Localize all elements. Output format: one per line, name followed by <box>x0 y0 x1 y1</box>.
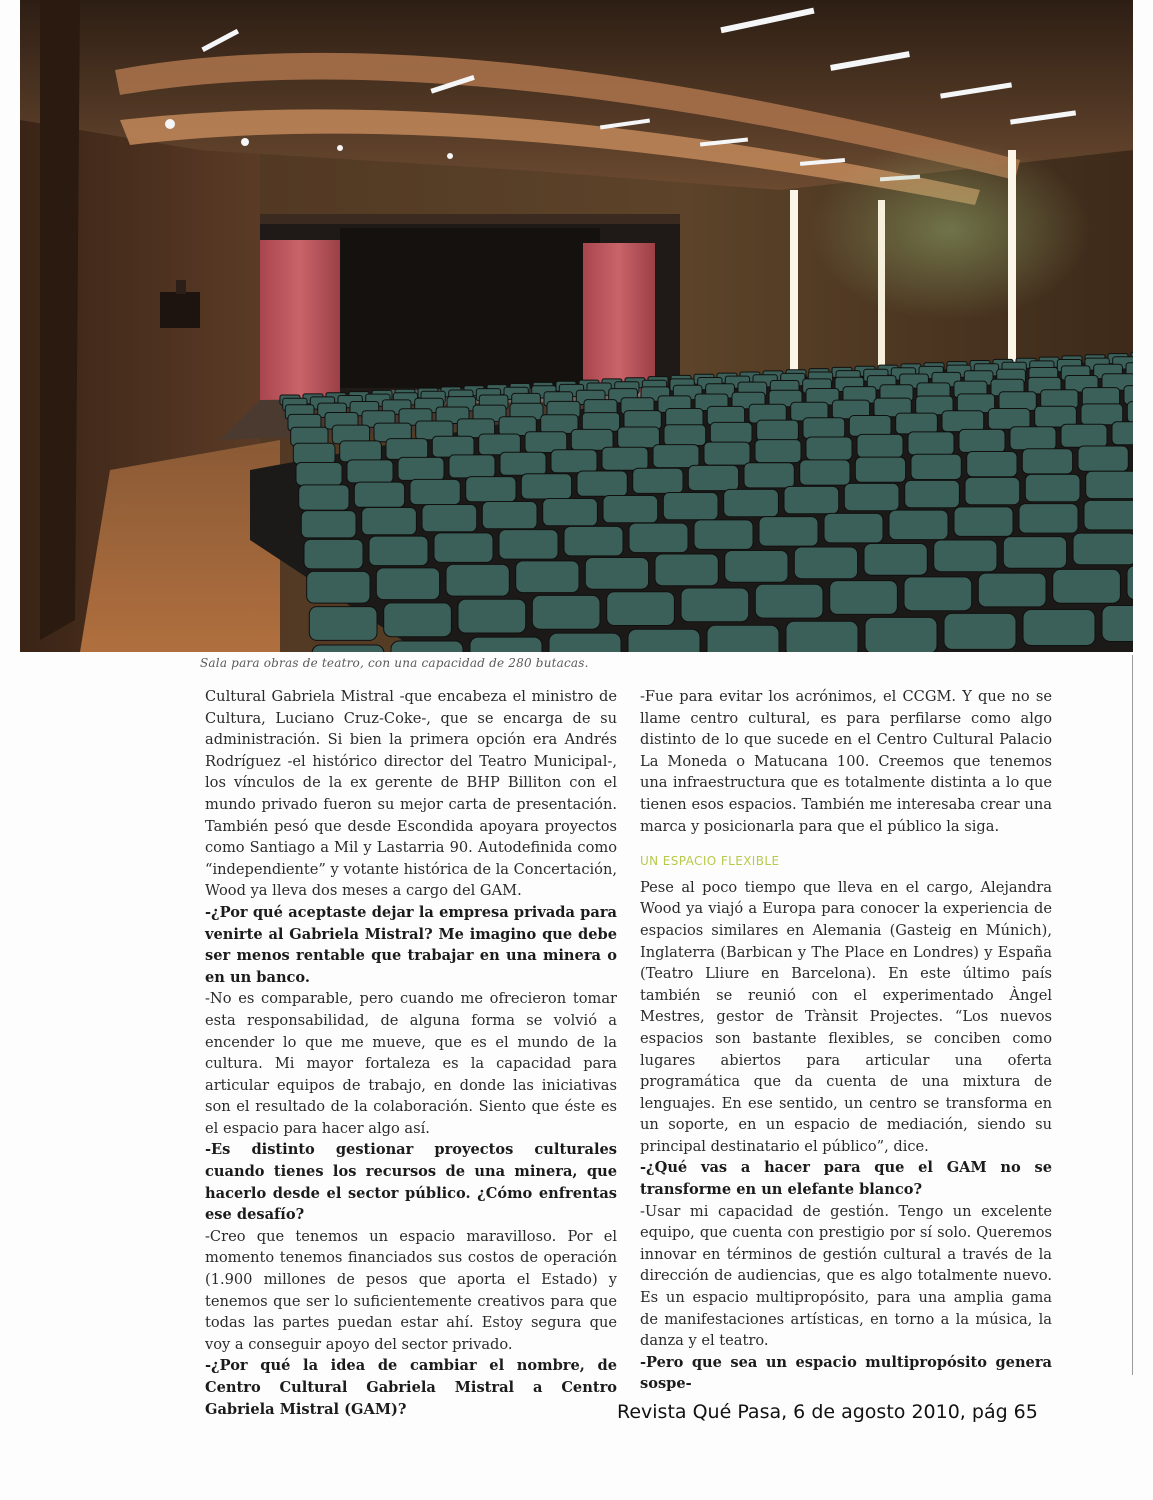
paragraph: Cultural Gabriela Mistral -que encabeza el ministro de Cultura, Luciano Cruz-Coke-, que se encarga de su administración. Si bien la primera opción era Andrés Rodríguez -el histórico director del Teatro Municipal-, los vínculos de la ex gerente de BHP Billiton con el mundo privado fueron su mejor carta de presentación. También pesó que desde Escondida apoyara proyectos como Santiago a Mil y Lastarria 90. Autodefinida como “independiente” y votante histórica de la Concertación, Wood ya lleva dos meses a cargo del GAM. <box>205 688 617 900</box>
interview-question: -Pero que sea un espacio multipropósito genera sospe- <box>640 1353 1052 1393</box>
interview-question: -¿Por qué aceptaste dejar la empresa privada para venirte al Gabriela Mistral? Me imagino que debe ser menos rentable que trabajar en una minera o en un banco. <box>205 903 617 986</box>
interview-answer: -Usar mi capacidad de gestión. Tengo un excelente equipo, que cuenta con prestigio por sí solo. Queremos innovar en términos de gestión cultural a través de la dirección de audiencias, que es algo totalmente nuevo. Es un espacio multipropósito, para una amplia gama de manifestaciones artísticas, en torno a la música, la danza y el teatro. <box>640 1202 1052 1350</box>
theater-photo <box>20 0 1133 652</box>
paragraph: Pese al poco tiempo que lleva en el cargo, Alejandra Wood ya viajó a Europa para conocer la experiencia de espacios similares en Alemania (Gasteig en Múnich), Inglaterra (Barbican y The Place en Londres) y España (Teatro Lliure en Barcelona). En este último país también se reunió con el experimentado Àngel Mestres, gestor de Trànsit Projectes. “Los nuevos espacios son bastante flexibles, se conciben como lugares abiertos para articular una oferta programática que da cuenta de una mixtura de lenguajes. En ese sentido, un centro se transforma en un soporte, en un espacio de mediación, siendo su principal destinatario el público”, dice. <box>640 878 1052 1155</box>
interview-question: -¿Por qué la idea de cambiar el nombre, de Centro Cultural Gabriela Mistral a Centro Gabriela Mistral (GAM)? <box>205 1357 617 1418</box>
source-citation: Revista Qué Pasa, 6 de agosto 2010, pág 65 <box>617 1401 1038 1423</box>
article-right-column <box>640 686 1052 1395</box>
interview-answer: -Creo que tenemos un espacio maravilloso. Por el momento tenemos financiados sus costos de operación (1.900 millones de pesos que aporta el Estado) y tenemos que ser lo suficientemente creativos para que todas las partes puedan estar ahí. Estoy segura que voy a conseguir apoyo del sector privado. <box>205 1227 617 1353</box>
column-rule <box>1132 655 1133 1375</box>
article-left-column <box>205 686 617 1420</box>
interview-question: -Es distinto gestionar proyectos culturales cuando tienes los recursos de una minera, que hacerlo desde el sector público. ¿Cómo enfrentas ese desafío? <box>205 1141 617 1224</box>
interview-answer: -No es comparable, pero cuando me ofrecieron tomar esta responsabilidad, de alguna forma se volvió a encender lo que me mueve, que es el mundo de la cultura. Mi mayor fortaleza es la capacidad para articular equipos de trabajo, en donde las iniciativas son el resultado de la colaboración. Siento que éste es el espacio para hacer algo así. <box>205 990 617 1137</box>
section-heading: UN ESPACIO FLEXIBLE <box>640 854 780 869</box>
interview-answer: -Fue para evitar los acrónimos, el CCGM. Y que no se llame centro cultural, es para perfilarse como algo distinto de lo que sucede en el Centro Cultural Palacio La Moneda o Matucana 100. Creemos que tenemos una infraestructura que es totalmente distinta a lo que tienen esos espacios. También me interesaba crear una marca y posicionarla para que el público la siga. <box>640 688 1052 835</box>
photo-caption: Sala para obras de teatro, con una capacidad de 280 butacas. <box>200 656 589 670</box>
interview-question: -¿Qué vas a hacer para que el GAM no se transforme en un elefante blanco? <box>640 1159 1052 1199</box>
